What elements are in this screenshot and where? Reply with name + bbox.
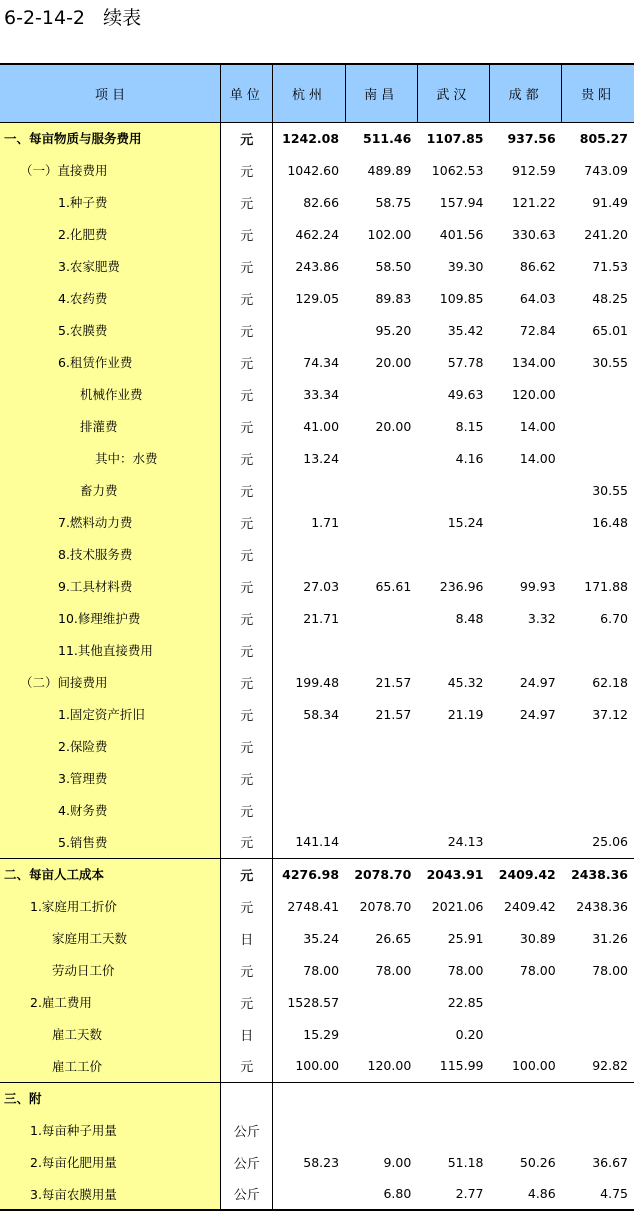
header-city-chengdu: 成都 bbox=[490, 64, 562, 122]
value-cell: 31.26 bbox=[592, 930, 628, 946]
row-label: 劳动日工价 bbox=[0, 954, 221, 986]
value-cell: 129.05 bbox=[295, 290, 340, 306]
value-cell bbox=[273, 730, 345, 762]
value-cell: 21.19 bbox=[447, 706, 484, 722]
row-label: 1.家庭用工折价 bbox=[0, 890, 221, 922]
row-label: 5.销售费 bbox=[0, 826, 221, 858]
row-label: 9.工具材料费 bbox=[0, 570, 221, 602]
value-cell bbox=[562, 634, 634, 666]
value-cell bbox=[490, 474, 562, 506]
row-unit: 元 bbox=[221, 826, 273, 858]
table-row bbox=[0, 1178, 634, 1210]
value-cell bbox=[562, 410, 634, 442]
table-row bbox=[0, 890, 634, 922]
row-unit: 元 bbox=[221, 506, 273, 538]
value-cell: 22.85 bbox=[447, 994, 484, 1010]
row-unit: 元 bbox=[221, 154, 273, 186]
table-row bbox=[0, 1050, 634, 1082]
row-label: 4.农药费 bbox=[0, 282, 221, 314]
value-cell: 78.00 bbox=[447, 962, 484, 978]
value-cell bbox=[345, 1018, 417, 1050]
value-cell: 78.00 bbox=[592, 962, 628, 978]
value-cell: 36.67 bbox=[592, 1154, 628, 1170]
value-cell: 24.97 bbox=[519, 674, 556, 690]
value-cell bbox=[490, 826, 562, 858]
row-label: 3.农家肥费 bbox=[0, 250, 221, 282]
value-cell bbox=[273, 1178, 345, 1210]
value-cell: 78.00 bbox=[519, 962, 556, 978]
value-cell: 99.93 bbox=[519, 578, 556, 594]
page-title: 6-2-14-2 续表 bbox=[4, 7, 142, 29]
value-cell: 2748.41 bbox=[287, 898, 340, 914]
value-cell: 51.18 bbox=[447, 1154, 484, 1170]
value-cell bbox=[562, 1082, 634, 1114]
value-cell: 401.56 bbox=[439, 226, 484, 242]
value-cell bbox=[345, 602, 417, 634]
value-cell: 743.09 bbox=[584, 162, 628, 178]
value-cell: 2438.36 bbox=[562, 858, 634, 890]
value-cell: 4276.98 bbox=[273, 858, 345, 890]
value-cell: 64.03 bbox=[519, 290, 556, 306]
value-cell bbox=[273, 634, 345, 666]
table-row bbox=[0, 1146, 634, 1178]
header-city-nanchang: 南昌 bbox=[345, 64, 417, 122]
value-cell bbox=[490, 730, 562, 762]
value-cell: 157.94 bbox=[439, 194, 484, 210]
value-cell: 241.20 bbox=[584, 226, 628, 242]
value-cell: 65.01 bbox=[592, 322, 628, 338]
value-cell: 171.88 bbox=[584, 578, 628, 594]
value-cell: 15.24 bbox=[447, 514, 484, 530]
row-unit: 元 bbox=[221, 858, 273, 890]
row-label: 雇工天数 bbox=[0, 1018, 221, 1050]
value-cell: 1107.85 bbox=[426, 130, 484, 146]
value-cell: 4.86 bbox=[490, 1178, 562, 1210]
row-label: 3.每亩农膜用量 bbox=[0, 1178, 221, 1210]
value-cell: 1528.57 bbox=[287, 994, 340, 1010]
value-cell: 33.34 bbox=[303, 386, 340, 402]
value-cell: 50.26 bbox=[519, 1154, 556, 1170]
value-cell: 49.63 bbox=[447, 386, 484, 402]
value-cell: 2438.36 bbox=[576, 898, 628, 914]
value-cell: 30.55 bbox=[592, 354, 628, 370]
row-unit: 元 bbox=[221, 666, 273, 698]
value-cell: 489.89 bbox=[367, 162, 412, 178]
row-label: 5.农膜费 bbox=[0, 314, 221, 346]
value-cell bbox=[345, 378, 417, 410]
value-cell bbox=[562, 1018, 634, 1050]
value-cell bbox=[273, 1114, 345, 1146]
value-cell bbox=[417, 634, 489, 666]
value-cell bbox=[490, 1114, 562, 1146]
value-cell: 330.63 bbox=[511, 226, 556, 242]
header-city-hangzhou: 杭州 bbox=[273, 64, 345, 122]
value-cell: 805.27 bbox=[579, 130, 628, 146]
row-label: （一）直接费用 bbox=[0, 154, 221, 186]
value-cell: 14.00 bbox=[519, 450, 556, 466]
value-cell: 21.57 bbox=[375, 706, 412, 722]
value-cell: 91.49 bbox=[592, 194, 628, 210]
row-unit: 元 bbox=[221, 378, 273, 410]
value-cell bbox=[562, 378, 634, 410]
value-cell bbox=[345, 634, 417, 666]
row-label: 雇工工价 bbox=[0, 1050, 221, 1082]
value-cell bbox=[490, 1018, 562, 1050]
value-cell: 9.00 bbox=[383, 1154, 412, 1170]
value-cell: 2409.42 bbox=[490, 858, 562, 890]
value-cell: 41.00 bbox=[303, 418, 340, 434]
row-unit: 元 bbox=[221, 346, 273, 378]
table-row bbox=[0, 1018, 634, 1050]
table-row bbox=[0, 474, 634, 506]
row-unit: 公斤 bbox=[221, 1114, 273, 1146]
value-cell: 58.23 bbox=[303, 1154, 340, 1170]
value-cell bbox=[562, 1114, 634, 1146]
value-cell: 2021.06 bbox=[431, 898, 484, 914]
value-cell: 58.34 bbox=[303, 706, 340, 722]
value-cell bbox=[562, 442, 634, 474]
table-row bbox=[0, 218, 634, 250]
cost-table bbox=[0, 63, 634, 1211]
value-cell bbox=[490, 762, 562, 794]
value-cell bbox=[273, 474, 345, 506]
row-unit: 元 bbox=[221, 794, 273, 826]
value-cell bbox=[345, 826, 417, 858]
table-row bbox=[0, 666, 634, 698]
value-cell: 511.46 bbox=[363, 130, 412, 146]
value-cell: 92.82 bbox=[592, 1058, 628, 1074]
value-cell: 27.03 bbox=[303, 578, 340, 594]
row-unit bbox=[221, 1082, 273, 1114]
value-cell: 16.48 bbox=[592, 514, 628, 530]
row-unit: 元 bbox=[221, 954, 273, 986]
table-row bbox=[0, 1082, 634, 1114]
value-cell: 30.89 bbox=[519, 930, 556, 946]
row-label: 家庭用工天数 bbox=[0, 922, 221, 954]
value-cell: 45.32 bbox=[447, 674, 484, 690]
table-row bbox=[0, 922, 634, 954]
value-cell: 14.00 bbox=[519, 418, 556, 434]
row-label: 1.每亩种子用量 bbox=[0, 1114, 221, 1146]
row-unit: 元 bbox=[221, 410, 273, 442]
value-cell: 57.78 bbox=[447, 354, 484, 370]
table-row bbox=[0, 730, 634, 762]
row-unit: 公斤 bbox=[221, 1146, 273, 1178]
row-label: 三、附 bbox=[0, 1082, 221, 1114]
value-cell bbox=[417, 794, 489, 826]
row-label: 10.修理维护费 bbox=[0, 602, 221, 634]
value-cell: 6.80 bbox=[345, 1178, 417, 1210]
row-label: 排灌费 bbox=[0, 410, 221, 442]
table-row bbox=[0, 250, 634, 282]
value-cell bbox=[417, 762, 489, 794]
value-cell bbox=[562, 986, 634, 1018]
value-cell: 72.84 bbox=[519, 322, 556, 338]
row-label: 机械作业费 bbox=[0, 378, 221, 410]
value-cell: 134.00 bbox=[511, 354, 556, 370]
table-row bbox=[0, 442, 634, 474]
value-cell: 243.86 bbox=[295, 258, 340, 274]
table-row bbox=[0, 506, 634, 538]
value-cell bbox=[345, 442, 417, 474]
value-cell bbox=[345, 986, 417, 1018]
row-label: 二、每亩人工成本 bbox=[0, 858, 221, 890]
value-cell: 20.00 bbox=[375, 354, 412, 370]
row-unit: 元 bbox=[221, 1050, 273, 1082]
value-cell bbox=[490, 538, 562, 570]
value-cell: 74.34 bbox=[303, 354, 340, 370]
value-cell: 2078.70 bbox=[359, 898, 412, 914]
row-label: 一、每亩物质与服务费用 bbox=[0, 122, 221, 154]
row-unit: 日 bbox=[221, 922, 273, 954]
header-item: 项 目 bbox=[0, 64, 221, 122]
table-row bbox=[0, 954, 634, 986]
row-label: 6.租赁作业费 bbox=[0, 346, 221, 378]
value-cell: 2078.70 bbox=[345, 858, 417, 890]
value-cell bbox=[273, 314, 345, 346]
table-row bbox=[0, 762, 634, 794]
table-row bbox=[0, 1114, 634, 1146]
value-cell bbox=[273, 538, 345, 570]
value-cell: 102.00 bbox=[367, 226, 412, 242]
value-cell: 82.66 bbox=[303, 194, 340, 210]
value-cell: 39.30 bbox=[447, 258, 484, 274]
row-unit: 元 bbox=[221, 538, 273, 570]
table-row bbox=[0, 154, 634, 186]
value-cell bbox=[417, 1082, 489, 1114]
value-cell: 8.15 bbox=[455, 418, 484, 434]
table-row bbox=[0, 314, 634, 346]
value-cell: 109.85 bbox=[439, 290, 484, 306]
row-unit: 元 bbox=[221, 186, 273, 218]
value-cell: 21.71 bbox=[303, 610, 340, 626]
row-unit: 元 bbox=[221, 570, 273, 602]
value-cell: 25.91 bbox=[447, 930, 484, 946]
value-cell: 100.00 bbox=[511, 1058, 556, 1074]
row-unit: 日 bbox=[221, 1018, 273, 1050]
value-cell: 1242.08 bbox=[282, 130, 340, 146]
value-cell: 0.20 bbox=[455, 1026, 484, 1042]
row-label: 畜力费 bbox=[0, 474, 221, 506]
value-cell: 58.50 bbox=[375, 258, 412, 274]
value-cell: 1062.53 bbox=[431, 162, 484, 178]
value-cell bbox=[490, 794, 562, 826]
value-cell bbox=[417, 730, 489, 762]
value-cell: 86.62 bbox=[519, 258, 556, 274]
value-cell: 62.18 bbox=[592, 674, 628, 690]
value-cell bbox=[345, 794, 417, 826]
row-label: 2.每亩化肥用量 bbox=[0, 1146, 221, 1178]
row-unit: 元 bbox=[221, 730, 273, 762]
table-row bbox=[0, 634, 634, 666]
value-cell: 100.00 bbox=[295, 1058, 340, 1074]
table-row bbox=[0, 858, 634, 890]
row-unit: 元 bbox=[221, 218, 273, 250]
row-label: 2.化肥费 bbox=[0, 218, 221, 250]
value-cell bbox=[345, 1114, 417, 1146]
row-unit: 元 bbox=[221, 762, 273, 794]
row-unit: 公斤 bbox=[221, 1178, 273, 1210]
row-unit: 元 bbox=[221, 474, 273, 506]
table-row bbox=[0, 986, 634, 1018]
table-row bbox=[0, 602, 634, 634]
value-cell: 78.00 bbox=[303, 962, 340, 978]
table-row bbox=[0, 186, 634, 218]
value-cell: 462.24 bbox=[295, 226, 340, 242]
header-city-wuhan: 武汉 bbox=[417, 64, 489, 122]
value-cell: 48.25 bbox=[592, 290, 628, 306]
value-cell: 236.96 bbox=[439, 578, 484, 594]
value-cell bbox=[345, 538, 417, 570]
value-cell: 120.00 bbox=[367, 1058, 412, 1074]
table-row bbox=[0, 282, 634, 314]
value-cell bbox=[273, 762, 345, 794]
table-row bbox=[0, 698, 634, 730]
row-label: （二）间接费用 bbox=[0, 666, 221, 698]
value-cell bbox=[562, 762, 634, 794]
value-cell: 58.75 bbox=[375, 194, 412, 210]
value-cell bbox=[490, 506, 562, 538]
value-cell: 937.56 bbox=[507, 130, 556, 146]
table-row bbox=[0, 122, 634, 154]
row-unit: 元 bbox=[221, 314, 273, 346]
value-cell: 26.65 bbox=[375, 930, 412, 946]
value-cell: 3.32 bbox=[527, 610, 556, 626]
row-unit: 元 bbox=[221, 986, 273, 1018]
row-label: 3.管理费 bbox=[0, 762, 221, 794]
row-unit: 元 bbox=[221, 250, 273, 282]
value-cell bbox=[562, 538, 634, 570]
row-label: 2.雇工费用 bbox=[0, 986, 221, 1018]
value-cell: 30.55 bbox=[592, 482, 628, 498]
row-unit: 元 bbox=[221, 122, 273, 154]
table-body bbox=[0, 122, 634, 1210]
value-cell bbox=[490, 1082, 562, 1114]
value-cell: 21.57 bbox=[375, 674, 412, 690]
value-cell bbox=[490, 634, 562, 666]
value-cell: 1042.60 bbox=[287, 162, 340, 178]
row-label: 8.技术服务费 bbox=[0, 538, 221, 570]
value-cell: 24.13 bbox=[447, 834, 484, 850]
table-row bbox=[0, 378, 634, 410]
value-cell: 141.14 bbox=[295, 834, 340, 850]
value-cell bbox=[345, 730, 417, 762]
table-row bbox=[0, 410, 634, 442]
header-unit: 单位 bbox=[221, 64, 273, 122]
value-cell: 115.99 bbox=[439, 1058, 484, 1074]
value-cell: 89.83 bbox=[375, 290, 412, 306]
row-label: 1.固定资产折旧 bbox=[0, 698, 221, 730]
value-cell bbox=[345, 474, 417, 506]
row-label: 2.保险费 bbox=[0, 730, 221, 762]
value-cell: 6.70 bbox=[600, 610, 628, 626]
row-label: 1.种子费 bbox=[0, 186, 221, 218]
value-cell bbox=[345, 506, 417, 538]
value-cell: 2.77 bbox=[417, 1178, 489, 1210]
table-row bbox=[0, 826, 634, 858]
value-cell: 15.29 bbox=[303, 1026, 340, 1042]
value-cell: 13.24 bbox=[303, 450, 340, 466]
value-cell bbox=[417, 538, 489, 570]
value-cell bbox=[417, 474, 489, 506]
value-cell: 2409.42 bbox=[504, 898, 556, 914]
row-unit: 元 bbox=[221, 282, 273, 314]
value-cell: 35.24 bbox=[303, 930, 340, 946]
value-cell: 25.06 bbox=[592, 834, 628, 850]
value-cell: 24.97 bbox=[519, 706, 556, 722]
value-cell bbox=[562, 794, 634, 826]
table-header bbox=[0, 64, 634, 122]
value-cell: 4.75 bbox=[562, 1178, 634, 1210]
row-label: 11.其他直接费用 bbox=[0, 634, 221, 666]
value-cell bbox=[417, 1114, 489, 1146]
value-cell bbox=[345, 762, 417, 794]
row-unit: 元 bbox=[221, 602, 273, 634]
value-cell bbox=[490, 986, 562, 1018]
table-row bbox=[0, 538, 634, 570]
value-cell: 2043.91 bbox=[417, 858, 489, 890]
value-cell: 35.42 bbox=[447, 322, 484, 338]
value-cell: 1.71 bbox=[311, 514, 340, 530]
value-cell: 95.20 bbox=[375, 322, 412, 338]
row-unit: 元 bbox=[221, 634, 273, 666]
table-row bbox=[0, 794, 634, 826]
table-row bbox=[0, 570, 634, 602]
value-cell: 120.00 bbox=[511, 386, 556, 402]
value-cell: 121.22 bbox=[511, 194, 556, 210]
row-unit: 元 bbox=[221, 442, 273, 474]
value-cell: 4.16 bbox=[455, 450, 484, 466]
value-cell bbox=[273, 1082, 345, 1114]
row-label: 4.财务费 bbox=[0, 794, 221, 826]
value-cell bbox=[345, 1082, 417, 1114]
row-label: 7.燃料动力费 bbox=[0, 506, 221, 538]
header-city-guiyang: 贵阳 bbox=[562, 64, 634, 122]
value-cell bbox=[273, 794, 345, 826]
row-unit: 元 bbox=[221, 890, 273, 922]
value-cell: 71.53 bbox=[592, 258, 628, 274]
value-cell: 199.48 bbox=[295, 674, 340, 690]
row-unit: 元 bbox=[221, 698, 273, 730]
value-cell bbox=[562, 730, 634, 762]
table-row bbox=[0, 346, 634, 378]
value-cell: 8.48 bbox=[455, 610, 484, 626]
value-cell: 37.12 bbox=[592, 706, 628, 722]
row-label: 其中：水费 bbox=[0, 442, 221, 474]
value-cell: 20.00 bbox=[375, 418, 412, 434]
value-cell: 65.61 bbox=[375, 578, 412, 594]
value-cell: 912.59 bbox=[511, 162, 556, 178]
value-cell: 78.00 bbox=[375, 962, 412, 978]
